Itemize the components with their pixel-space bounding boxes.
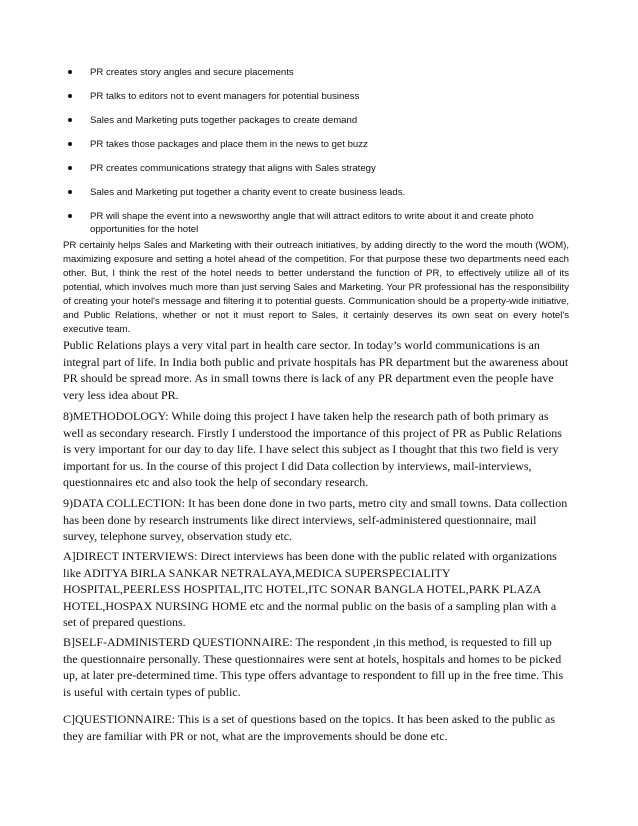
bullet-item <box>68 66 568 79</box>
bullet-dot-icon <box>68 142 72 146</box>
bullet-text: PR creates story angles and secure placements <box>90 67 294 78</box>
bullet-dot-icon <box>68 214 72 218</box>
data-collection-paragraph: 9)DATA COLLECTION: It has been done done in two parts, metro city and small towns. Data collection has been done by research instruments like direct interviews, self-administered questionnaire, mail survey, telephone survey, observation study etc. <box>63 496 568 543</box>
bullet-dot-icon <box>68 118 72 122</box>
bullet-dot-icon <box>68 70 72 74</box>
bullet-text: Sales and Marketing put together a charity event to create business leads. <box>90 187 406 198</box>
bullet-item <box>68 186 568 199</box>
bullet-text: PR talks to editors not to event managers for potential business <box>90 91 360 102</box>
bullet-item <box>68 210 568 236</box>
bullet-item <box>68 138 568 151</box>
bullet-text: PR takes those packages and place them in the news to get buzz <box>90 139 368 150</box>
self-administered-paragraph: B]SELF-ADMINISTERD QUESTIONNAIRE: The respondent ,in this method, is requested to fill up the questionnaire personally. These questionnaires were sent at hotels, hospitals and homes to be picked up, at later pre-determined time. This type offers advantage to respondent to fill up in the free time. This is useful with certain types of public. <box>63 635 564 699</box>
methodology-paragraph: 8)METHODOLOGY: While doing this project I have taken help the research path of both primary as well as secondary research. Firstly I understood the importance of this project of PR as Public Relations is very important for our day to day life. I have select this subject as I thought that this two field is very important for us. In the course of this project I did Data collection by interviews, mail-interviews, questionnaires etc and also took the help of secondary research. <box>63 409 562 489</box>
bullet-text: PR creates communications strategy that aligns with Sales strategy <box>90 163 376 174</box>
bullet-dot-icon <box>68 94 72 98</box>
health-care-paragraph: Public Relations plays a very vital part in health care sector. In today’s world communications is an integral part of life. In India both public and private hospitals has PR department but the awareness about PR should be spread more. As in small towns there is lack of any PR department even the people have very less idea about PR. <box>63 338 569 402</box>
bullet-item <box>68 114 568 127</box>
direct-interviews-paragraph: A]DIRECT INTERVIEWS: Direct interviews has been done with the public related with organizations like ADITYA BIRLA SANKAR NETRALAYA,MEDICA SUPERSPECIALITY HOSPITAL,PEERLESS HOSPITAL,ITC HOTEL,ITC SONAR BANGLA HOTEL,PARK PLAZA HOTEL,HOSPAX NURSING HOME etc and the normal public on the basis of a sampling plan with a set of prepared questions. <box>63 549 557 629</box>
bullet-text: Sales and Marketing puts together packages to create demand <box>90 115 358 126</box>
questionnaire-paragraph: C]QUESTIONNAIRE: This is a set of questions based on the topics. It has been asked to the public as they are familiar with PR or not, what are the improvements should be done etc. <box>63 712 556 743</box>
bullet-dot-icon <box>68 190 72 194</box>
bullet-text: PR will shape the event into a newsworthy angle that will attract editors to write about it and create photo opportunities for the hotel <box>90 211 534 235</box>
bullet-item <box>68 162 568 175</box>
pr-sales-paragraph: PR certainly helps Sales and Marketing with their outreach initiatives, by adding directly to the word the mouth (WOM), maximizing exposure and setting a hotel ahead of the competition. For that purpose these two departments need each other. But, I think the rest of the hotel needs to better understand the function of PR, to effectively utilize all of its potential, which involves much more than just serving Sales and Marketing. Your PR professional has the responsibility of creating your hotel's message and filtering it to potential guests. Communication should be a property-wide initiative, and Public Relations, whether or not it must report to Sales, it certainly deserves its own seat on every hotel's executive team. <box>63 240 569 335</box>
bullet-item <box>68 90 568 103</box>
bullet-dot-icon <box>68 166 72 170</box>
bullet-list <box>68 66 568 247</box>
